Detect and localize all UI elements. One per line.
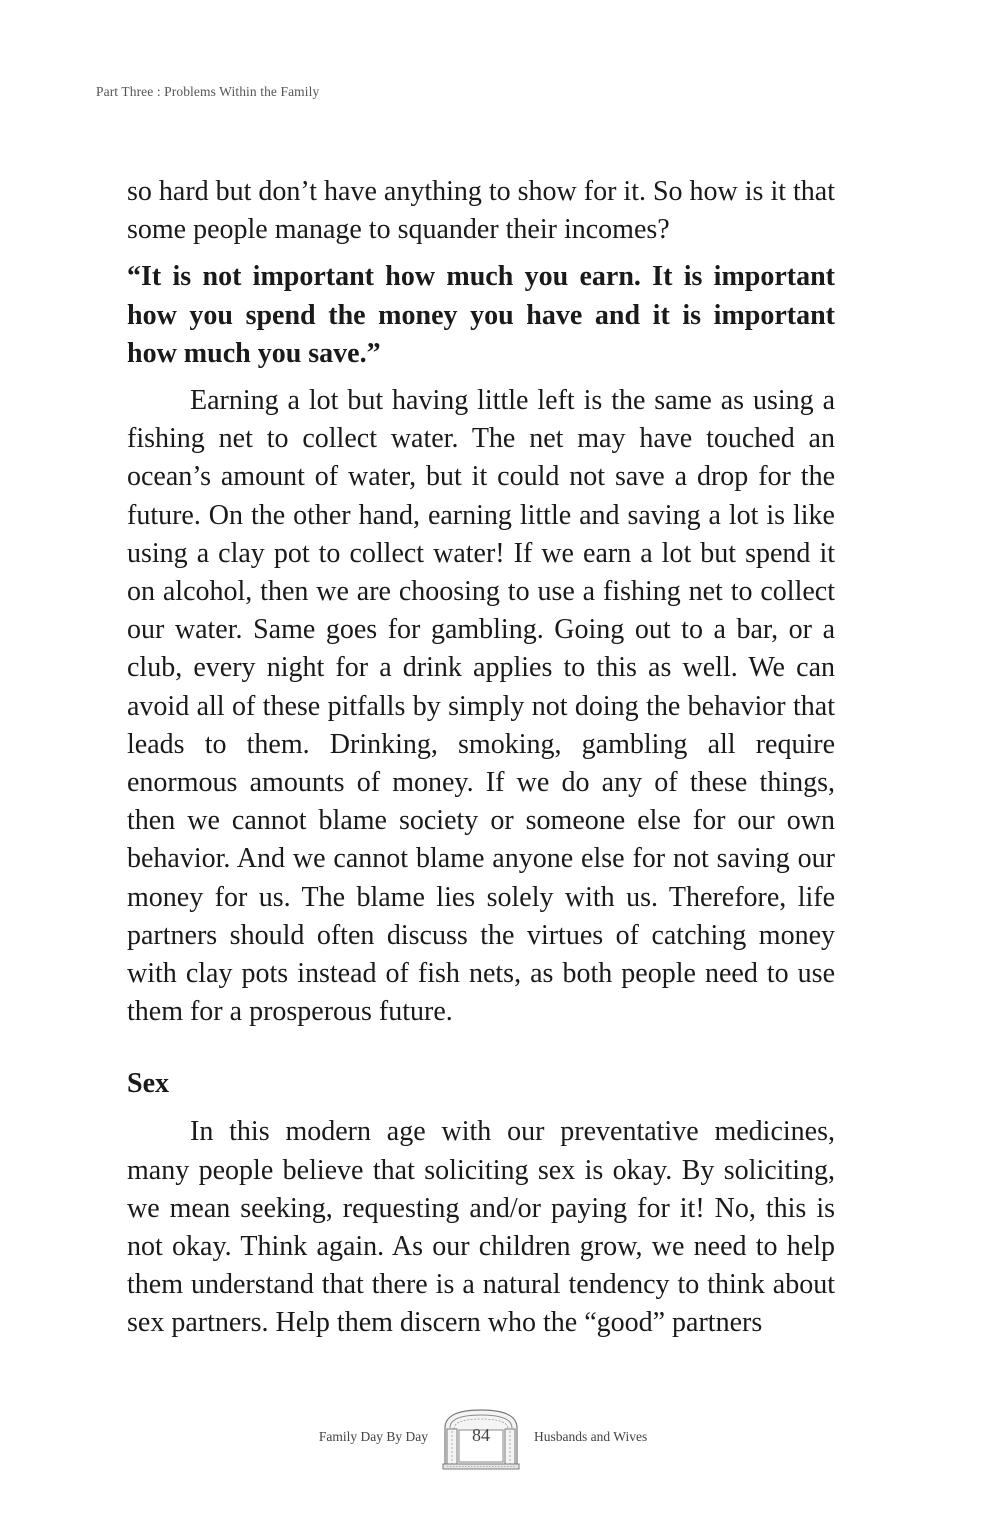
pull-quote: “It is not important how much you earn. It is important how you spend the money you have and it is important how much you save.” <box>127 261 835 369</box>
section-heading-sex: Sex <box>127 1068 169 1100</box>
paragraph-sex: In this modern age with our preventative medicines, many people believe that soliciting sex is okay. By soliciting, we mean seeking, requesting and/or paying for it! No, this is not okay. Think again. As our children grow, we need to help them understand that there is a natural tendency to think about sex partners. Help them discern who the “good” partners <box>127 1116 835 1339</box>
page-footer <box>0 1408 1000 1470</box>
footer-chapter-title: Husbands and Wives <box>534 1429 648 1444</box>
paragraph-continuation: so hard but don’t have anything to show for it. So how is it that some people manage to squander their incomes? <box>127 176 835 246</box>
page-number-badge <box>441 1408 521 1470</box>
page-body <box>127 173 835 1343</box>
paragraph-fishing-net: Earning a lot but having little left is the same as using a fishing net to collect water. The net may have touched an ocean’s amount of water, but it could not save a drop for the future. On the other hand, earning little and saving a lot is like using a clay pot to collect water! If we earn a lot but spend it on alcohol, then we are choosing to use a fishing net to collect our water. Same goes for gambling. Going out to a bar, or a club, every night for a drink applies to this as well. We can avoid all of these pitfalls by simply not doing the behavior that leads to them. Drinking, smoking, gambling all require enormous amounts of money. If we do any of these things, then we cannot blame society or someone else for our own behavior. And we cannot blame anyone else for not saving our money for us. The blame lies solely with us. Therefore, life partners should often discuss the virtues of catching money with clay pots instead of fish nets, as both people need to use them for a prosperous future. <box>127 385 835 1028</box>
footer-book-title: Family Day By Day <box>318 1429 428 1444</box>
page-number: 84 <box>472 1425 490 1445</box>
running-header: Part Three : Problems Within the Family <box>96 84 320 99</box>
